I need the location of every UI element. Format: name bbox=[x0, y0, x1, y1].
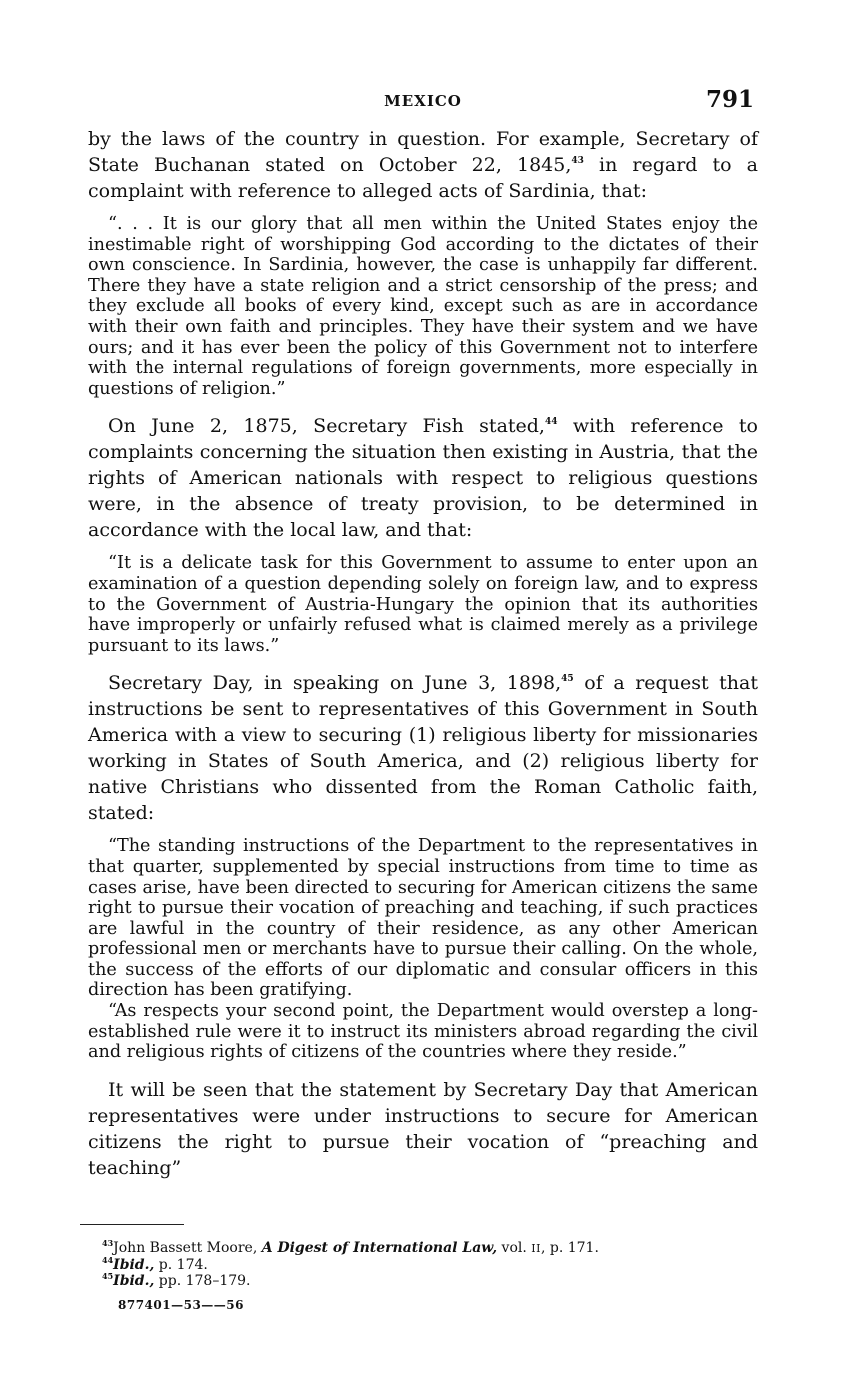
footnote-ref-45[interactable]: 45 bbox=[561, 674, 574, 685]
footnote-marker: 45 bbox=[102, 1271, 114, 1281]
paragraph-1 bbox=[88, 126, 758, 204]
footnote-44 bbox=[102, 1257, 742, 1273]
footnote-marker: 43 bbox=[102, 1238, 114, 1248]
quote-fish: “It is a delicate task for this Government to assume to enter upon an examination of a question depending solely on foreign law, and to express to the Government of Austria-Hungary the opinion that its authorities have improperly or unfairly refused what is claimed merely as a privilege pursuant to its laws.” bbox=[88, 553, 758, 656]
quote-day-1: “The standing instructions of the Department to the representatives in that quarter, supplemented by special instructions from time to time as cases arise, have been directed to securing for American citizens the same right to pursue their vocation of preaching and teaching, if such practices are lawful in the country of their residence, as any other American professional men or merchants have to pursue their calling. On the whole, the success of the efforts of our diplomatic and consular officers in this direction has been gratifying. bbox=[88, 836, 758, 1001]
paragraph-1-text-b: in regard to a complaint with reference to alleged acts of Sardinia, that: bbox=[88, 154, 759, 202]
footnote-ref-43[interactable]: 43 bbox=[571, 156, 584, 166]
footnote-author: John Bassett Moore, bbox=[113, 1240, 262, 1256]
running-head bbox=[88, 86, 758, 120]
page-number: 791 bbox=[705, 86, 754, 113]
running-title: MEXICO bbox=[384, 92, 462, 110]
paragraph-4: It will be seen that the statement by Secretary Day that American representatives were under instructions to secure for American citizens the right to pursue their vocation of “preaching and teaching” bbox=[88, 1078, 758, 1179]
paragraph-1-text-a: by the laws of the country in question. For example, Secretary of State Buchanan stated on October 22, 1845, bbox=[88, 128, 758, 176]
paragraph-3-text-b: of a request that instructions be sent to representatives of this Government in South America with a view to securing (1) religious liberty for missionaries working in States of South America, and (2) religious liberty for native Christians who dissented from the Roman Catholic faith, stated: bbox=[88, 672, 758, 825]
footnote-volume: II bbox=[531, 1242, 541, 1255]
footnote-vol-prefix: vol. bbox=[497, 1240, 532, 1256]
footnote-page: p. 174. bbox=[154, 1257, 208, 1273]
footnote-marker: 44 bbox=[102, 1255, 114, 1265]
footnote-43 bbox=[102, 1240, 742, 1257]
quote-day-2: “As respects your second point, the Department would overstep a long-established rule were it to instruct its ministers abroad regarding the civil and religious rights of citizens of the countries where they reside.” bbox=[88, 1001, 758, 1063]
footnote-title: A Digest of International Law, bbox=[261, 1240, 498, 1256]
paragraph-3 bbox=[88, 670, 758, 826]
footnote-page: pp. 178–179. bbox=[154, 1273, 251, 1289]
footnote-title: Ibid., bbox=[113, 1273, 155, 1289]
paragraph-2 bbox=[88, 413, 758, 543]
footnote-divider bbox=[80, 1224, 184, 1225]
footnote-ref-44[interactable]: 44 bbox=[544, 417, 558, 428]
print-code: 877401—53——56 bbox=[118, 1298, 244, 1312]
paragraph-3-text-a: Secretary Day, in speaking on June 3, 1898, bbox=[108, 672, 562, 695]
body-text bbox=[88, 126, 758, 1181]
quote-buchanan: “. . . It is our glory that all men within the United States enjoy the inestimable right of worshipping God according to the dictates of their own conscience. In Sardinia, however, the case is unhappily far different. There they have a state religion and a strict censorship of the press; and they exclude all books of every kind, except such as are in accordance with their own faith and principles. They have their system and we have ours; and it has ever been the policy of this Government not to interfere with the internal regulations of foreign governments, more especially in questions of religion.” bbox=[88, 214, 758, 399]
footnotes bbox=[102, 1240, 742, 1289]
footnote-page: , p. 171. bbox=[540, 1240, 599, 1256]
footnote-title: Ibid., bbox=[113, 1257, 155, 1273]
paragraph-2-text-a: On June 2, 1875, Secretary Fish stated, bbox=[108, 415, 545, 438]
paragraph-2-text-b: with reference to complaints concerning the situation then existing in Austria, that the rights of American nationals with respect to religious questions were, in the absence of treaty provision, to be determined in accordance with the local law, and that: bbox=[88, 415, 758, 542]
footnote-45 bbox=[102, 1273, 742, 1289]
